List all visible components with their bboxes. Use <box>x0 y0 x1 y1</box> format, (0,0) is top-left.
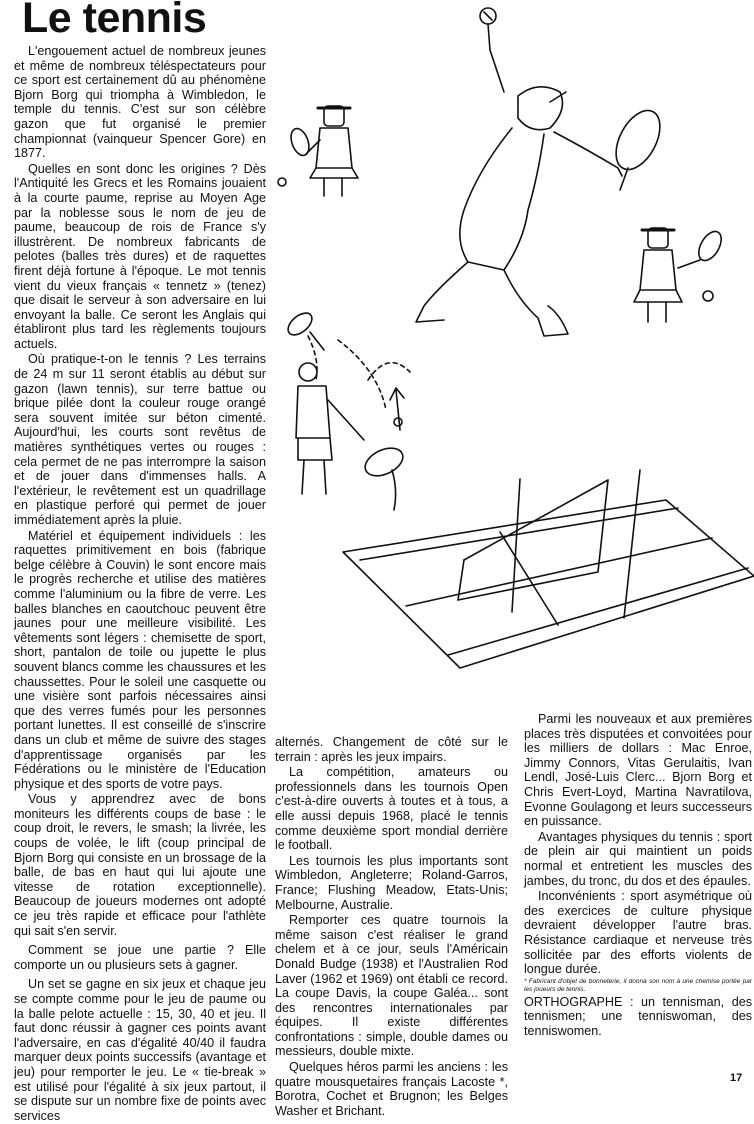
paragraph: Inconvénients : sport asymétrique où des exercices de culture physique devraient développer l'autre bras. Résistance cardiaque et nerveuse très sollicitée par des efforts violents de longue durée. <box>524 889 752 977</box>
serving-player <box>416 8 669 336</box>
footnote: * Fabricant d'objet de bonneterie, il donna son nom à une chemise portée par les joueurs de tennis. <box>524 977 752 993</box>
orthographe-note: ORTHOGRAPHE : un tennisman, des tennismen; une tenniswoman, des tenniswomen. <box>524 994 752 1038</box>
page-number: 17 <box>730 1072 743 1084</box>
paragraph: Matériel et équipement individuels : les raquettes primitivement en bois (fabrique belge célèbre à Couvin) le sont encore mais le progrès recherche et utilise des matières comme l'aluminium ou la fibre de verre. Les balles blanches en caoutchouc peuvent être jaunes pour une meilleure visibilité. Les vêtements sont légers : chemisette de sport, short, pantalon de toile ou jupette le plus souvent blancs comme les chaussures et les chaussettes. Pour le soleil une casquette ou une visière sont parfois nécessaires ainsi que des verres fumés pour les personnes portant lunettes. Il est conseillé de s'inscrire dans un club et même de suivre des stages d'apprentissage organisés par les Fédérations ou le ministère de l'Education physique et des sports de votre pays. <box>14 528 266 791</box>
tennis-illustration <box>268 0 754 708</box>
female-player-2 <box>634 228 726 322</box>
player-with-racket <box>284 309 410 510</box>
article-column-3 <box>524 712 752 1039</box>
paragraph: Avantages physiques du tennis : sport de plein air qui maintient un poids normal et entretient les muscles des jambes, du tronc, du dos et des épaules. <box>524 829 752 888</box>
article-column-1 <box>14 44 266 1124</box>
paragraph: Vous y apprendrez avec de bons moniteurs les différents coups de base : le coup droit, le revers, le smash; la livrée, les coups de volée, le lift (coup principal de Bjorn Borg qui consiste en un brossage de la balle, de bas en haut qui lui ajoute une vitesse de rotation exceptionnelle). Beaucoup de joueurs modernes ont adopté ce jeu très rapide et efficace pour l'athlète qui sait s'en servir. <box>14 792 266 938</box>
article-column-2 <box>275 735 508 1119</box>
paragraph: Quelles en sont donc les origines ? Dès l'Antiquité les Grecs et les Romains jouaient à la courte paume, reprise au Moyen Age par la noblesse sous le nom de jeu de paume, beaucoup de rois de France s'y illustrèrent. De nombreux fabricants de pelotes (balles très dures) et de raquettes firent déjà fortune à l'époque. Le mot tennis vient du vieux français « tennetz » (tenez) que disait le serveur à son adversaire en lui envoyant la balle. Ce seront les Anglais qui établiront plus tard les règlements toujours actuels. <box>14 161 266 351</box>
paragraph: Un set se gagne en six jeux et chaque jeu se compte comme pour le jeu de paume ou la balle pelote actuelle : 15, 30, 40 et jeu. Il faut donc réussir à gagner ces points avant l'adversaire, en cas d'égalité 40/40 il faudra marquer deux points successifs (avantage et jeu) pour remporter le jeu. Le « tie-break » est utilisé pour l'égalité à six jeux partout, il se dispute sur un nombre fixe de points avec services <box>14 977 266 1123</box>
tennis-court <box>343 470 754 668</box>
paragraph: Quelques héros parmi les anciens : les quatre mousquetaires français Lacoste *, Borotra, Cochet et Brugnon; les Belges Washer et Brichant. <box>275 1060 508 1118</box>
female-player-1 <box>278 106 358 196</box>
paragraph: Remporter ces quatre tournois la même saison c'est réaliser le grand chelem et à ce jour, seuls l'Américain Donald Budge (1938) et l'Australien Rod Laver (1962 et 1969) ont établi ce record. La coupe Davis, la coupe Galéa... sont des rencontres internationales par équipes. Il existe différentes confrontations : simple, double dames ou messieurs, double mixte. <box>275 913 508 1059</box>
paragraph: Les tournois les plus importants sont Wimbledon, Angleterre; Roland-Garros, France; Flushing Meadow, Etats-Unis; Melbourne, Australie. <box>275 853 508 912</box>
paragraph: Parmi les nouveaux et aux premières places très disputées et convoitées pour les milliers de dollars : Mac Enroe, Jimmy Connors, Vitas Gerulaitis, Ivan Lendl, José-Luis Clerc... Bjorn Borg et Chris Evert-Loyd, Martina Navratilova, Evonne Goulagong et leurs successeurs en puissance. <box>524 712 752 829</box>
paragraph: L'engouement actuel de nombreux jeunes et même de nombreux téléspectateurs pour ce sport est certainement dû au phénomène Bjorn Borg qui triompha à Wimbledon, le temple du tennis. C'est sur son célèbre gazon que fut organisé le premier championnat (vainqueur Spencer Gore) en 1877. <box>14 44 266 161</box>
paragraph: alternés. Changement de côté sur le terrain : après les jeux impairs. <box>275 735 508 764</box>
paragraph: Comment se joue une partie ? Elle comporte un ou plusieurs sets à gagner. <box>14 943 266 972</box>
paragraph: Où pratique-t-on le tennis ? Les terrains de 24 m sur 11 seront établis au début sur gazon (lawn tennis), sur terre battue ou brique pilée dont la couleur rouge orangé sera souvent imitée sur béton cimenté. Aujourd'hui, les courts sont revêtus de matières synthétiques vertes ou rouges : cela permet de ne pas interrompre la saison et de jouer dans d'immenses halls. A l'extérieur, le revêtement est un quadrillage en plastique perforé qui permet de jouer immédiatement après la pluie. <box>14 352 266 527</box>
paragraph: La compétition, amateurs ou professionnels dans les tournois Open c'est-à-dire ouverts à toutes et à tous, a elle aussi depuis 1968, placé le tennis comme deuxième sport mondial derrière le football. <box>275 765 508 853</box>
page-title: Le tennis <box>22 0 207 42</box>
